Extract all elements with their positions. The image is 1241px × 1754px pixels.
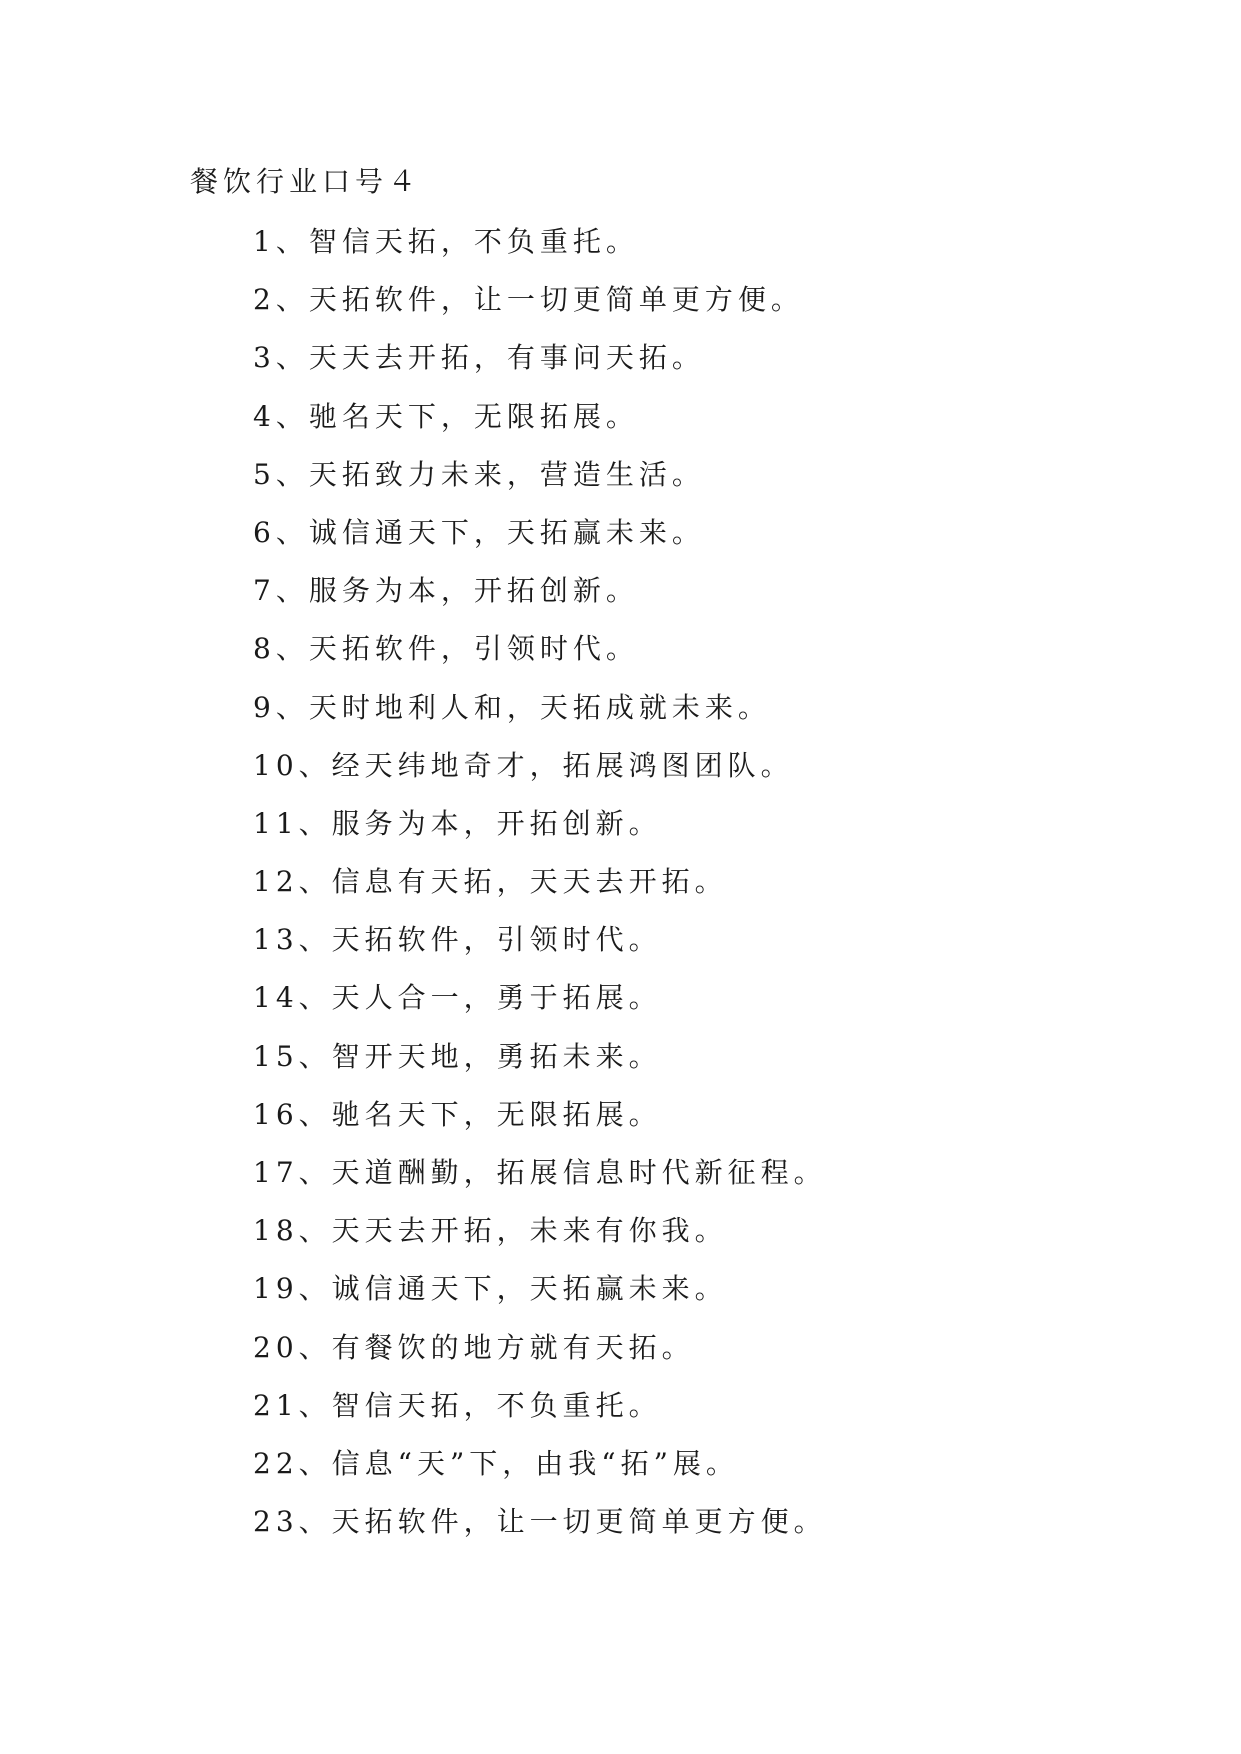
- list-item: 19、诚信通天下，天拓赢未来。: [253, 1272, 728, 1306]
- list-item: 15、智开天地，勇拓未来。: [253, 1039, 662, 1073]
- list-item: 21、智信天拓，不负重托。: [253, 1388, 662, 1422]
- list-item: 16、驰名天下，无限拓展。: [253, 1097, 662, 1131]
- list-item: 22、信息“天”下，由我“拓”展。: [253, 1446, 739, 1480]
- list-item: 17、天道酬勤，拓展信息时代新征程。: [253, 1156, 827, 1189]
- list-item: 14、天人合一，勇于拓展。: [253, 981, 662, 1015]
- list-item: 10、经天纬地奇才，拓展鸿图团队。: [253, 748, 794, 782]
- slogan-list: [253, 222, 827, 1560]
- list-item: 7、服务为本，开拓创新。: [253, 574, 639, 608]
- list-item: 3、天天去开拓，有事问天拓。: [253, 341, 705, 375]
- list-item: 13、天拓软件，引领时代。: [253, 923, 662, 957]
- document-title: 餐饮行业口号４: [190, 165, 422, 198]
- list-item: 2、天拓软件，让一切更简单更方便。: [253, 283, 804, 317]
- list-item: 23、天拓软件，让一切更简单更方便。: [253, 1505, 827, 1539]
- list-item: 20、有餐饮的地方就有天拓。: [253, 1330, 695, 1364]
- list-item: 12、信息有天拓，天天去开拓。: [253, 865, 728, 899]
- list-item: 18、天天去开拓，未来有你我。: [253, 1214, 728, 1248]
- list-item: 6、诚信通天下，天拓赢未来。: [253, 515, 705, 549]
- list-item: 8、天拓软件，引领时代。: [253, 632, 639, 666]
- list-item: 9、天时地利人和，天拓成就未来。: [253, 690, 771, 724]
- list-item: 1、智信天拓，不负重托。: [253, 225, 639, 258]
- list-item: 5、天拓致力未来，营造生活。: [253, 457, 705, 491]
- list-item: 4、驰名天下，无限拓展。: [253, 399, 639, 433]
- list-item: 11、服务为本，开拓创新。: [253, 806, 662, 840]
